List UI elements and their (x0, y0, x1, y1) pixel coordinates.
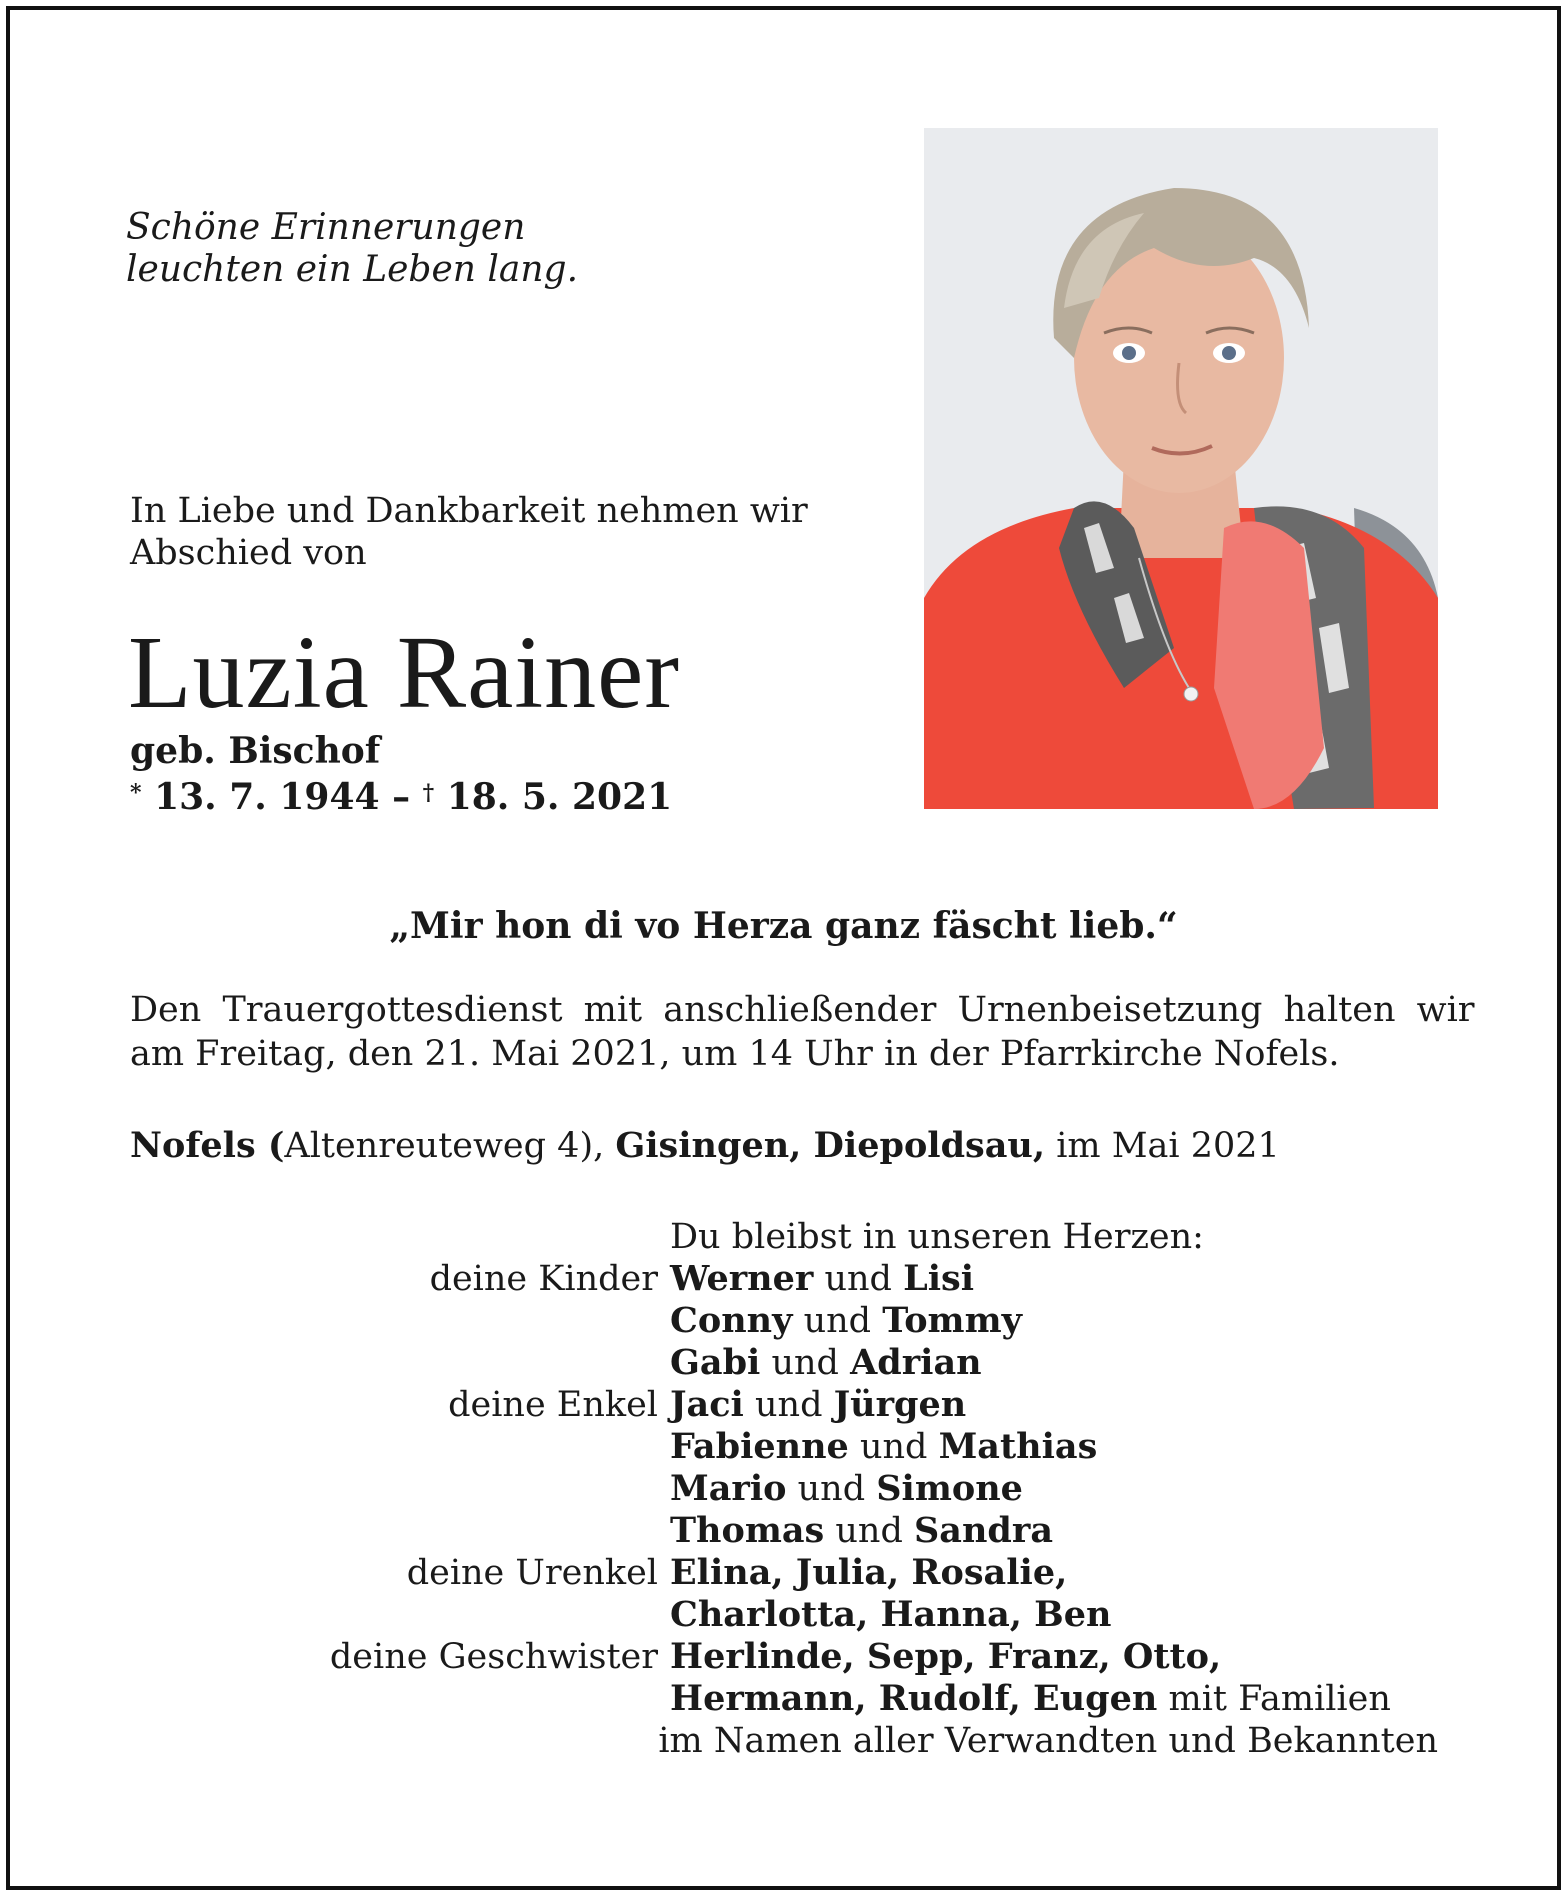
mourners-closing-row (130, 1720, 1438, 1762)
mourner-row (130, 1552, 1438, 1594)
service-announcement (130, 988, 1475, 1076)
motto-line: Schöne Erinnerungen (126, 207, 526, 248)
relative-name: Elina, Julia, Rosalie, (670, 1552, 1068, 1593)
relative-name: Conny (670, 1300, 793, 1341)
service-line: am Freitag, den 21. Mai 2021, um 14 Uhr in der Pfarrkirche Nofels. (130, 1034, 1340, 1074)
mourner-row (130, 1342, 1438, 1384)
mourner-row (130, 1426, 1438, 1468)
relation-label (130, 1342, 670, 1384)
month-date: im Mai 2021 (1045, 1126, 1280, 1166)
relation-label: deine Urenkel (406, 1553, 658, 1593)
mourner-row (130, 1384, 1438, 1426)
place-others: Gisingen, Diepoldsau, (615, 1125, 1046, 1166)
relative-names (670, 1678, 1391, 1720)
intro-line: In Liebe und Dankbarkeit nehmen wir (130, 491, 808, 531)
relation-label: deine Geschwister (329, 1637, 658, 1677)
birth-date: 13. 7. 1944 (154, 776, 380, 818)
mourner-row (130, 1300, 1438, 1342)
relative-name: Thomas (670, 1510, 825, 1551)
motto-line: leuchten ein Leben lang. (126, 249, 579, 290)
birth-symbol: * (130, 780, 142, 806)
relative-name: Jürgen (833, 1384, 967, 1425)
connector: mit Familien (1157, 1679, 1391, 1719)
relative-name: Lisi (903, 1258, 974, 1299)
relative-names (670, 1510, 1053, 1552)
relative-name: Fabienne (670, 1426, 849, 1467)
mourner-row (130, 1636, 1438, 1678)
connector: und (824, 1511, 915, 1551)
connector: und (792, 1301, 883, 1341)
relation-label (130, 1510, 670, 1552)
place-nofels: Nofels ( (130, 1125, 285, 1166)
portrait-photo (924, 128, 1438, 809)
quote: „Mir hon di vo Herza ganz fäscht lieb.“ (389, 905, 1178, 947)
service-line: Den Trauergottesdienst mit anschließender Urnenbeisetzung halten wir (130, 990, 1475, 1030)
relation-label (130, 1300, 670, 1342)
relative-names (670, 1300, 1022, 1342)
relative-name: Herlinde, Sepp, Franz, Otto, (670, 1636, 1222, 1677)
relative-name: Charlotta, Hanna, Ben (670, 1594, 1112, 1635)
connector: und (786, 1469, 877, 1509)
maiden-name: geb. Bischof (130, 730, 381, 772)
mourner-row (130, 1594, 1438, 1636)
mourners-closing: im Namen aller Verwandten und Bekannten (658, 1721, 1438, 1761)
relative-name: Simone (876, 1468, 1023, 1509)
connector: und (848, 1427, 939, 1467)
death-symbol: † (422, 780, 435, 806)
relative-name: Tommy (882, 1300, 1022, 1341)
relative-names (670, 1426, 1097, 1468)
connector: und (743, 1385, 834, 1425)
relative-name: Sandra (914, 1510, 1054, 1551)
relative-name: Mathias (938, 1426, 1098, 1467)
relative-name: Werner (670, 1258, 814, 1299)
connector: und (813, 1259, 904, 1299)
mourner-row (130, 1678, 1438, 1720)
mourner-row (130, 1258, 1438, 1300)
relative-name: Jaci (670, 1384, 744, 1425)
relative-name: Adrian (850, 1342, 982, 1383)
relation-label: deine Enkel (448, 1385, 658, 1425)
mourners-list (130, 1216, 1438, 1762)
death-date: 18. 5. 2021 (446, 776, 673, 818)
relative-names (670, 1636, 1221, 1678)
relation-label (130, 1468, 670, 1510)
life-dates (130, 776, 672, 818)
relation-label (130, 1426, 670, 1468)
mourners-heading: Du bleibst in unseren Herzen: (670, 1217, 1204, 1257)
relation-label (130, 1594, 670, 1636)
portrait-illustration (924, 128, 1438, 809)
relative-names (670, 1342, 982, 1384)
relative-names (670, 1384, 966, 1426)
relation-label (130, 1678, 670, 1720)
places-line (130, 1124, 1280, 1168)
relative-names (670, 1594, 1111, 1636)
relative-names (670, 1258, 974, 1300)
mourners-heading-row (130, 1216, 1438, 1258)
date-separator: – (379, 776, 423, 818)
relative-name: Hermann, Rudolf, Eugen (670, 1678, 1158, 1719)
address: Altenreuteweg 4), (284, 1126, 616, 1166)
intro-text (130, 490, 808, 574)
relation-label: deine Kinder (429, 1259, 658, 1299)
connector: und (760, 1343, 851, 1383)
relative-name: Mario (670, 1468, 787, 1509)
mourner-row (130, 1510, 1438, 1552)
relative-name: Gabi (670, 1342, 761, 1383)
motto (126, 207, 578, 291)
mourner-row (130, 1468, 1438, 1510)
intro-line: Abschied von (130, 533, 367, 573)
relative-names (670, 1552, 1067, 1594)
deceased-name: Luzia Rainer (128, 615, 680, 730)
relative-names (670, 1468, 1023, 1510)
